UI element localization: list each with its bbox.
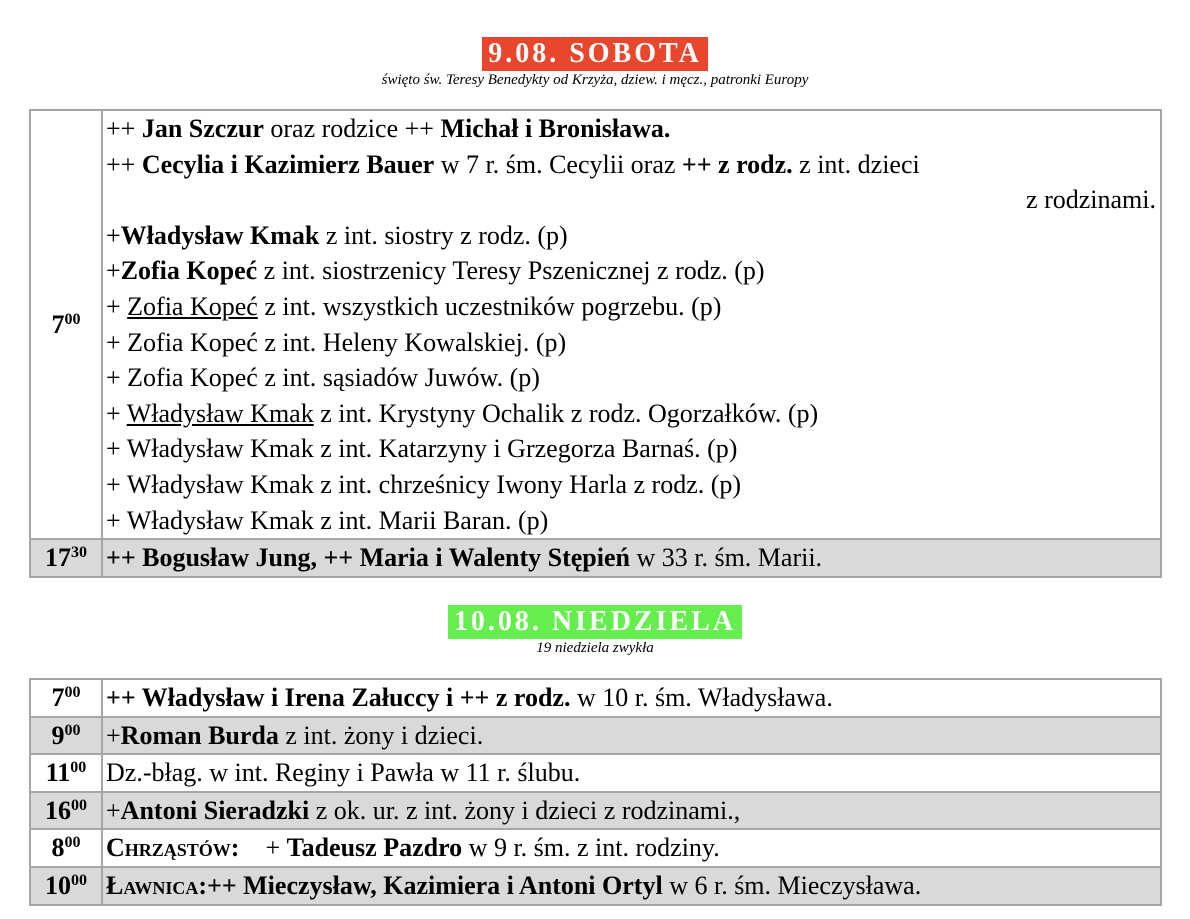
intention-line: +Zofia Kopeć z int. siostrzenicy Teresy Pszenicznej z rodz. (p) [106,256,765,286]
table-row [30,539,1161,577]
mass-intentions: Ławnica:++ Mieczysław, Kazimiera i Antoni Ortyl w 6 r. śm. Mieczysława. [102,867,1161,905]
day1-header [0,37,1190,89]
table-row [30,717,1161,755]
day2-mass-table [29,678,1162,906]
mass-intentions: Dz.-błag. w int. Reginy i Pawła w 11 r. ślubu. [102,754,1161,792]
table-row [30,110,1161,539]
table-row [30,829,1161,867]
mass-intentions: ++ Bogusław Jung, ++ Maria i Walenty Stępień w 33 r. śm. Marii. [102,539,1161,577]
mass-intentions: +Antoni Sieradzki z ok. ur. z int. żony i dzieci z rodzinami., [102,792,1161,830]
mass-intentions: Chrząstów: + Tadeusz Pazdro w 9 r. śm. z int. rodziny. [102,829,1161,867]
mass-intentions: ++ Władysław i Irena Załuccy i ++ z rodz. w 10 r. śm. Władysława. [102,679,1161,717]
day2-subtitle: 19 niedziela zwykła [536,640,654,656]
intention-line: + Władysław Kmak z int. Krystyny Ochalik z rodz. Ogorzałków. (p) [106,398,819,428]
table-row [30,754,1161,792]
place-name: Chrząstów: [106,833,240,863]
mass-time: $11^{00}$ [30,754,102,792]
mass-time: $17^{30}$ [30,539,102,577]
day1-title: 9.08. SOBOTA [482,37,708,71]
intention-line: ++ Jan Szczur oraz rodzice ++ Michał i Bronisława. [106,114,671,143]
table-row [30,792,1161,830]
mass-time: $9^{00}$ [30,717,102,755]
intention-line: + Zofia Kopeć z int. wszystkich uczestników pogrzebu. (p) [106,291,722,321]
intention-line: + Władysław Kmak z int. Katarzyny i Grzegorza Barnaś. (p) [106,434,738,464]
mass-time: $8^{00}$ [30,829,102,867]
intention-line: ++ Cecylia i Kazimierz Bauer w 7 r. śm. Cecylii oraz ++ z rodz. z int. dzieci [106,149,920,179]
day2-header [0,605,1190,657]
day1-subtitle: święto św. Teresy Benedykty od Krzyża, dziew. i męcz., patronki Europy [381,72,809,88]
mass-intentions [102,110,1161,539]
place-name: Ławnica: [106,870,208,900]
mass-time: $10^{00}$ [30,867,102,905]
mass-intentions: +Roman Burda z int. żony i dzieci. [102,717,1161,755]
mass-time: $7^{00}$ [30,679,102,717]
table-row [30,867,1161,905]
intention-line: +Władysław Kmak z int. siostry z rodz. (p) [106,220,568,250]
intention-line: + Zofia Kopeć z int. sąsiadów Juwów. (p) [106,363,540,393]
day1-mass-table [29,109,1162,578]
intention-line: z rodzinami. [1026,185,1156,215]
mass-time: $7^{00}$ [30,110,102,539]
intention-line: + Zofia Kopeć z int. Heleny Kowalskiej. (p) [106,327,567,357]
intention-line: + Władysław Kmak z int. Marii Baran. (p) [106,505,549,535]
day2-title: 10.08. NIEDZIELA [448,605,742,639]
mass-time: $16^{00}$ [30,792,102,830]
intention-line: + Władysław Kmak z int. chrześnicy Iwony Harla z rodz. (p) [106,469,742,499]
table-row [30,679,1161,717]
